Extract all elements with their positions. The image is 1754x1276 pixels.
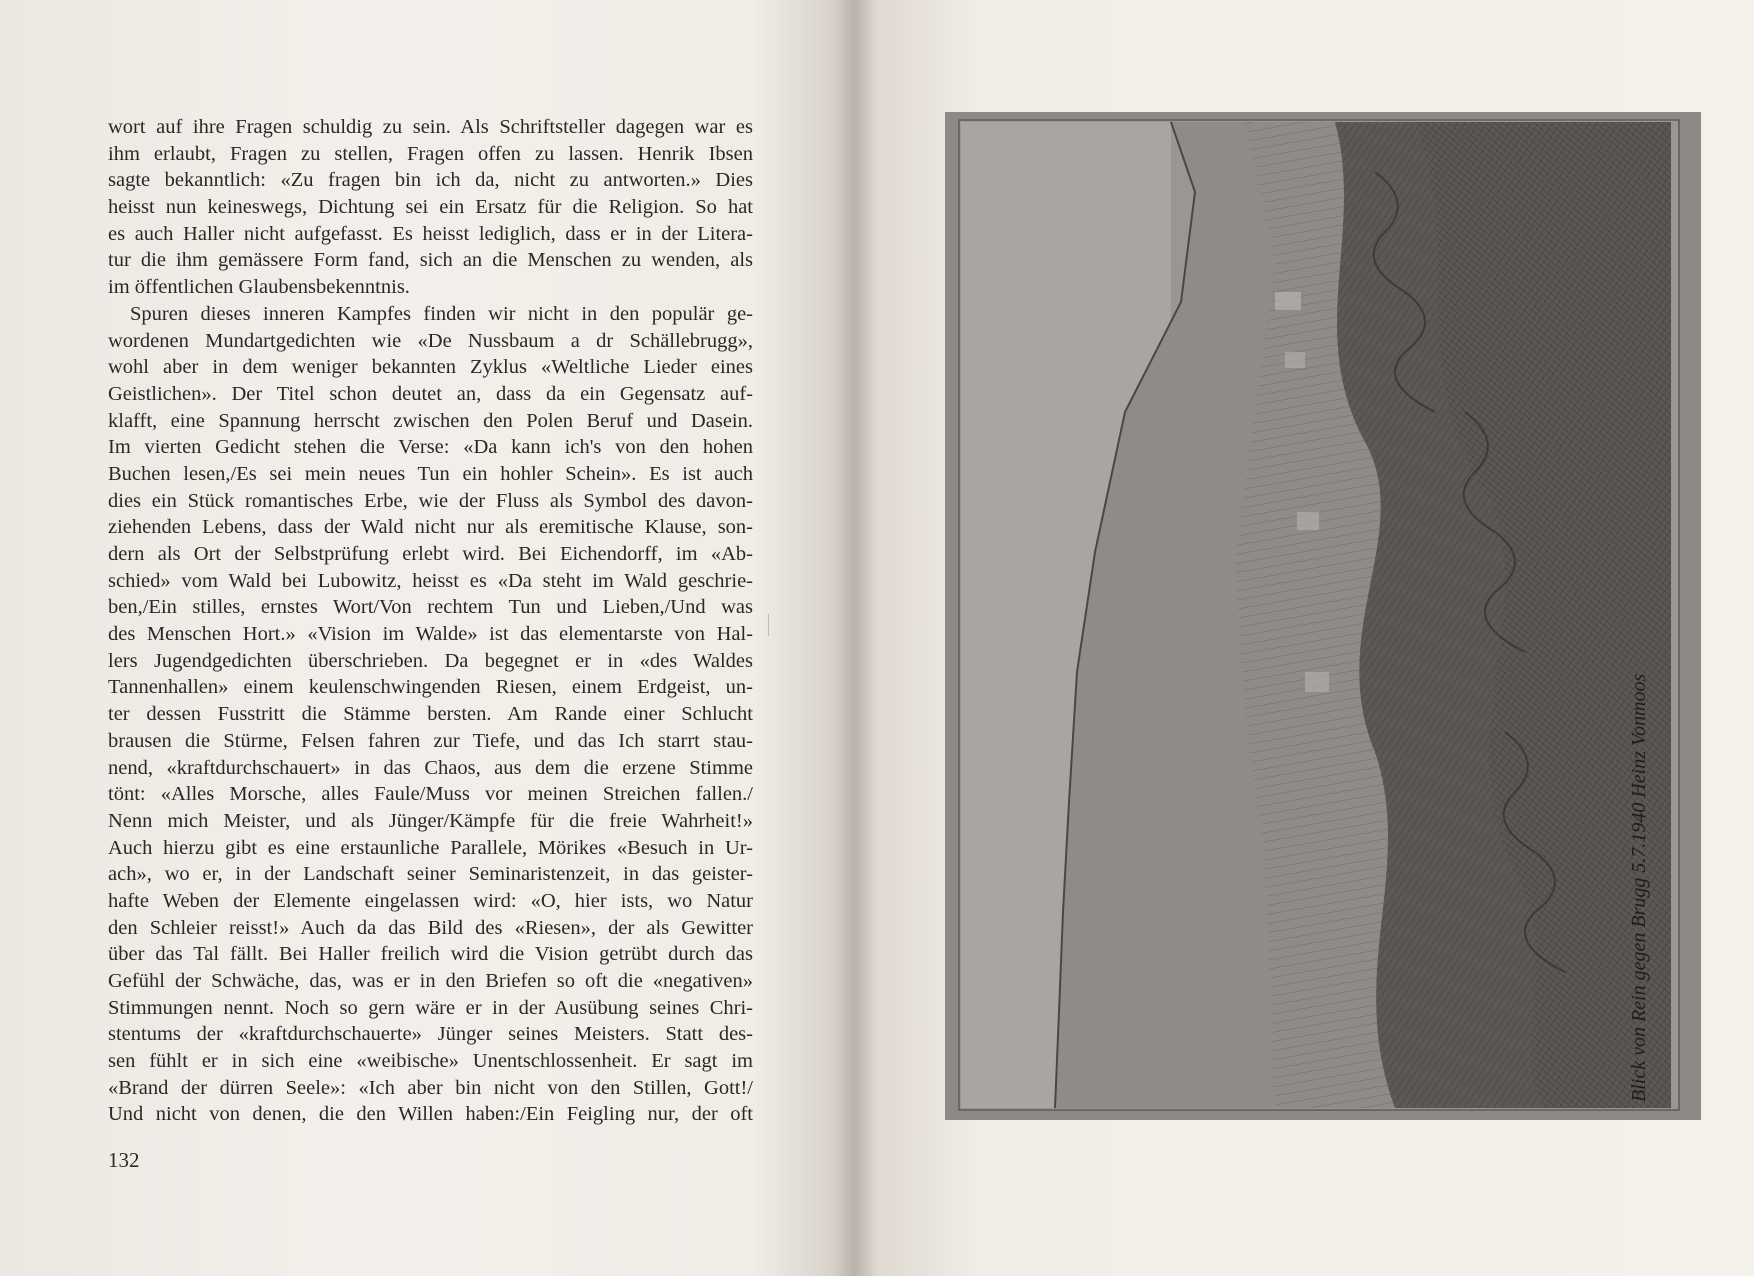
text-line: Auch hierzu gibt es eine erstaunliche Parallele, Mörikes «Besuch in Ur- xyxy=(108,836,753,859)
text-line: ter dessen Fusstritt die Stämme bersten. Am Rande einer Schlucht xyxy=(108,703,753,726)
text-line: Gefühl der Schwäche, das, was er in den Briefen so oft die «negativen» xyxy=(108,970,753,992)
page-number: 132 xyxy=(108,1148,140,1172)
body-text xyxy=(108,114,753,1128)
text-line: wordenen Mundartgedichten wie «De Nussbaum a dr Schällebrugg», xyxy=(108,329,753,352)
margin-mark xyxy=(768,614,771,636)
text-line: ihm erlaubt, Fragen zu stellen, Fragen offen zu lassen. Henrik Ibsen xyxy=(108,142,753,165)
text-line: dies ein Stück romantisches Erbe, wie der Fluss als Symbol des davon- xyxy=(108,489,753,512)
text-line: brausen die Stürme, Felsen fahren zur Tiefe, und das Ich starrt stau- xyxy=(108,729,753,752)
text-line: ziehenden Lebens, dass der Wald nicht nur als eremitische Klause, son- xyxy=(108,516,753,539)
text-line: nend, «kraftdurchschauert» in das Chaos, aus dem die erzene Stimme xyxy=(108,756,753,779)
left-page xyxy=(0,0,850,1276)
text-line: klafft, eine Spannung herrscht zwischen den Polen Beruf und Dasein. xyxy=(108,409,753,432)
text-line: Im vierten Gedicht stehen die Verse: «Da kann ich's von den hohen xyxy=(108,436,753,459)
text-line: wohl aber in dem weniger bekannten Zyklus «Weltliche Lieder eines xyxy=(108,356,753,379)
text-line: stentums der «kraftdurchschauerte» Jünger seines Meisters. Statt des- xyxy=(108,1023,753,1046)
text-line: des Menschen Hort.» «Vision im Walde» ist das elementarste von Hal- xyxy=(108,623,753,646)
text-line: über das Tal fällt. Bei Haller freilich wird die Vision getrübt durch das xyxy=(108,943,753,966)
text-line: Spuren dieses inneren Kampfes finden wir nicht in den populär ge- xyxy=(130,302,753,325)
village-house xyxy=(1297,512,1319,530)
text-line: den Schleier reisst!» Auch da das Bild des «Riesen», der als Gewitter xyxy=(108,916,753,939)
text-line: hafte Weben der Elemente eingelassen wird: «O, hier ists, wo Natur xyxy=(108,889,753,912)
text-line: sen fühlt er in sich eine «weibische» Unentschlossenheit. Er sagt im xyxy=(108,1050,753,1073)
drawing-svg xyxy=(945,112,1701,1120)
text-line: ben,/Ein stilles, ernstes Wort/Von rechtem Tun und Lieben,/Und was xyxy=(108,596,753,619)
text-line: wort auf ihre Fragen schuldig zu sein. Als Schriftsteller dagegen war es xyxy=(108,116,753,138)
text-line: Und nicht von denen, die den Willen haben:/Ein Feigling nur, der oft xyxy=(108,1103,753,1126)
signature-text: Blick von Rein gegen Brugg 5.7.1940 Heinz Vonmoos xyxy=(1628,673,1650,1102)
right-page xyxy=(850,0,1754,1276)
text-line: schied» vom Wald bei Lubowitz, heisst es «Da steht im Wald geschrie- xyxy=(108,569,753,592)
text-line: «Brand der dürren Seele»: «Ich aber bin nicht von den Stillen, Gott!/ xyxy=(108,1076,753,1099)
text-line: heisst nun keineswegs, Dichtung sei ein Ersatz für die Religion. So hat xyxy=(108,196,753,219)
text-line: Tannenhallen» einem keulenschwingenden Riesen, einem Erdgeist, un- xyxy=(108,676,753,699)
village-house xyxy=(1305,672,1329,692)
text-line: Geistlichen». Der Titel schon deutet an, dass da ein Gegensatz auf- xyxy=(108,382,753,405)
signature xyxy=(1628,674,1650,1102)
village-house xyxy=(1285,352,1305,368)
pencil-landscape-drawing xyxy=(945,112,1701,1120)
text-line: ach», wo er, in der Landschaft seiner Seminaristenzeit, in das geister- xyxy=(108,863,753,886)
text-line: tönt: «Alles Morsche, alles Faule/Muss vor meinen Streichen fallen./ xyxy=(108,783,753,806)
text-line: lers Jugendgedichten überschrieben. Da begegnet er in «des Waldes xyxy=(108,649,753,672)
text-line: dern als Ort der Selbstprüfung erlebt wird. Bei Eichendorff, im «Ab- xyxy=(108,543,753,565)
text-line: sagte bekanntlich: «Zu fragen bin ich da, nicht zu antworten.» Dies xyxy=(108,169,753,192)
text-line: im öffentlichen Glaubensbekenntnis. xyxy=(108,276,410,299)
text-line: Nenn mich Meister, und als Jünger/Kämpfe für die freie Wahrheit!» xyxy=(108,809,753,832)
text-line: Buchen lesen,/Es sei mein neues Tun ein hohler Schein». Es ist auch xyxy=(108,462,753,485)
village-house xyxy=(1275,292,1301,310)
text-line: tur die ihm gemässere Form fand, sich an die Menschen zu wenden, als xyxy=(108,249,753,272)
text-line: Stimmungen nennt. Noch so gern wäre er in der Ausübung seines Chri- xyxy=(108,996,753,1019)
text-line: es auch Haller nicht aufgefasst. Es heisst lediglich, dass er in der Litera- xyxy=(108,222,753,245)
